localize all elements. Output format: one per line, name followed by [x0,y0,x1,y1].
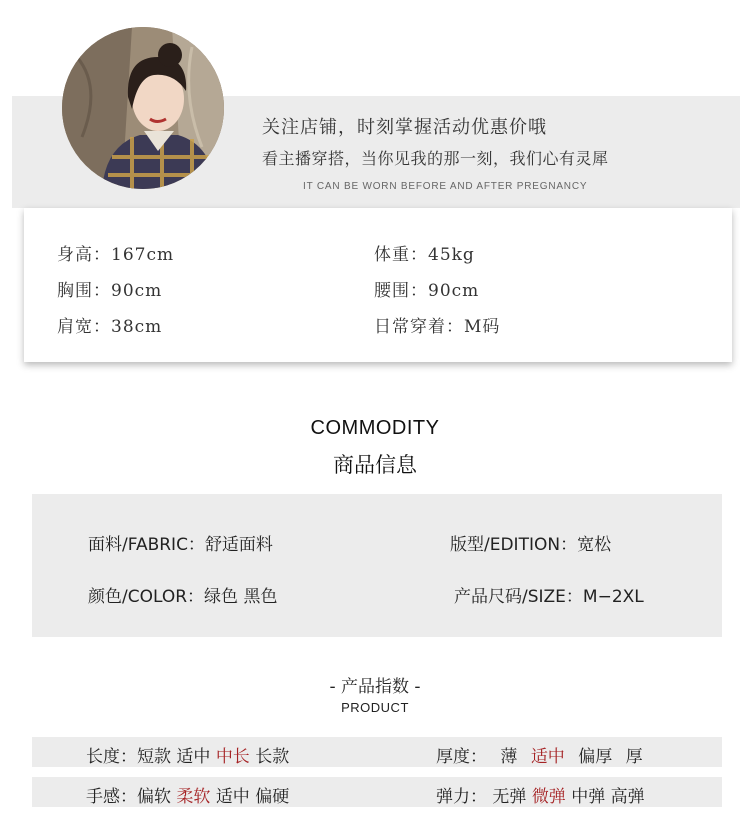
follow-slogan: 关注店铺，时刻掌握活动优惠价哦 [262,117,547,138]
feel-option: 柔软 [176,787,211,807]
thickness-option: 适中 [530,747,565,767]
size-value: M−2XL [582,587,644,607]
measure-shoulder: 肩宽：38cm [57,317,163,337]
elasticity-option: 中弹 [571,787,606,807]
measure-bust: 胸围：90cm [57,281,163,301]
fabric-label: 面料/FABRIC： [88,535,205,555]
thickness-index [436,742,643,767]
feel-index [86,782,289,807]
fabric-value: 舒适面料 [204,535,273,555]
edition-value: 宽松 [577,535,612,555]
product-index-title: - 产品指数 - [329,677,421,697]
commodity-title-en: COMMODITY [310,417,440,439]
elasticity-option: 高弹 [610,787,645,807]
thickness-option: 偏厚 [578,747,613,767]
elasticity-label: 弹力： [436,787,487,807]
header-subtitle: IT CAN BE WORN BEFORE AND AFTER PREGNANCY [303,181,588,192]
length-option: 长款 [255,747,290,767]
edition-info [450,530,611,555]
elasticity-index [436,782,645,807]
thickness-option: 厚 [625,747,643,767]
fabric-info [88,530,273,555]
feel-option: 适中 [215,787,250,807]
model-photo [62,27,224,189]
length-option: 中长 [215,747,250,767]
color-label: 颜色/COLOR： [88,587,205,607]
thickness-label: 厚度： [436,747,487,767]
model-avatar [62,27,224,189]
elasticity-option: 无弹 [492,787,527,807]
thickness-option: 薄 [500,747,518,767]
product-index-title-en: PRODUCT [341,700,409,715]
measure-waist: 腰围：90cm [374,281,480,301]
edition-label: 版型/EDITION： [450,535,578,555]
feel-option: 偏软 [137,787,171,807]
length-option: 适中 [176,747,211,767]
measure-weight: 体重：45kg [374,245,475,265]
anchor-slogan: 看主播穿搭，当你见我的那一刻，我们心有灵犀 [262,149,609,168]
feel-option: 偏硬 [255,787,290,807]
size-info [454,582,644,607]
color-info [88,582,277,607]
commodity-info-box [32,494,722,637]
size-label: 产品尺码/SIZE： [454,587,583,607]
length-label: 长度： [86,747,137,767]
feel-label: 手感： [86,787,137,807]
color-value: 绿色 黑色 [204,587,278,607]
length-index [86,742,289,767]
measure-daily-size: 日常穿着：M码 [374,317,501,337]
commodity-title-cn: 商品信息 [333,453,417,477]
elasticity-option: 微弹 [531,787,566,807]
length-option: 短款 [137,747,171,767]
measure-height: 身高：167cm [57,245,175,265]
